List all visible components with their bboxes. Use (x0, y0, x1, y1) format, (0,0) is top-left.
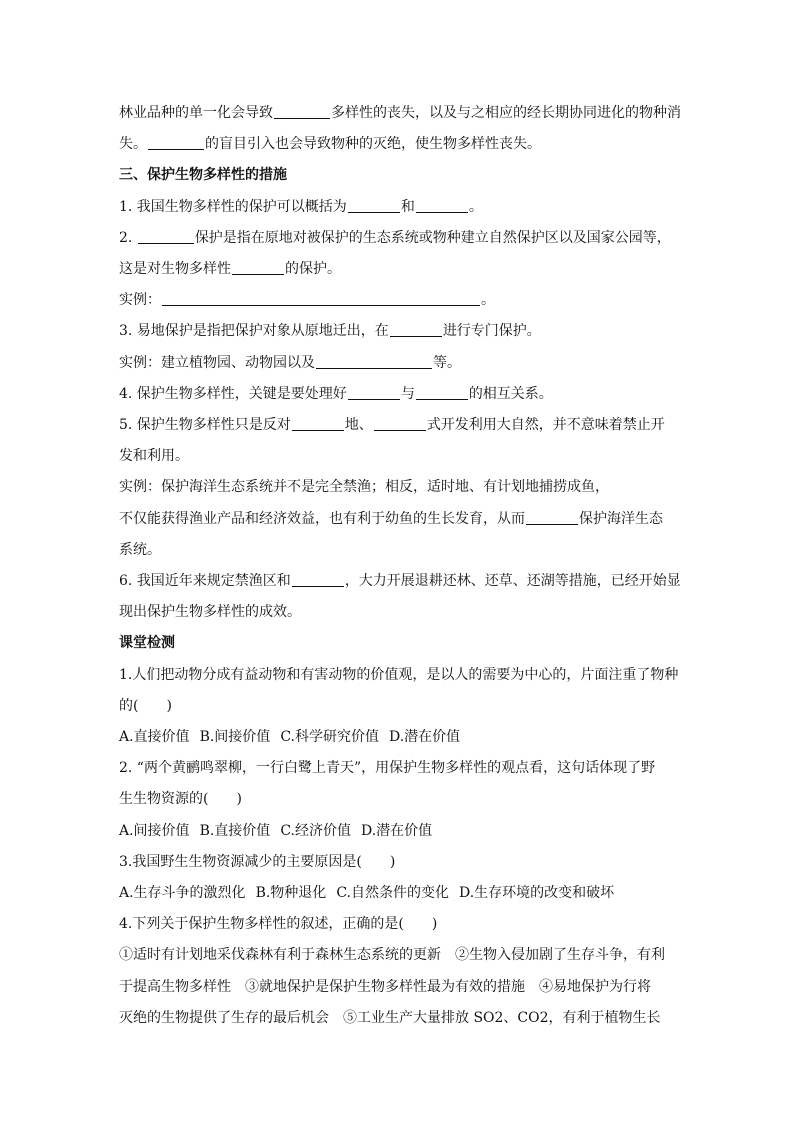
fill-blank[interactable] (348, 198, 400, 213)
text-segment: ，大力开展退耕还林、还草、还湖等措施，已经开始显 (344, 573, 681, 590)
question-stem: 2. “两个黄鹂鸣翠柳，一行白鹭上青天”，用保护生物多样性的观点看，这句话体现了野 (119, 760, 656, 777)
statement: 灭绝的生物提供了生存的最后机会 (119, 1009, 329, 1026)
text-line (119, 504, 675, 535)
example-line (119, 472, 675, 503)
fill-blank[interactable] (292, 572, 344, 587)
section-title: 三、保护生物多样性的措施 (119, 167, 287, 184)
fill-blank[interactable] (292, 416, 344, 431)
example-line (119, 348, 675, 379)
question-stem: 3.我国野生生物资源减少的主要原因是( ) (119, 853, 396, 870)
text-line (119, 535, 675, 566)
test-question (119, 753, 675, 784)
text-line (119, 129, 675, 160)
question-stem: 的( ) (119, 697, 172, 714)
text-segment: 保护海洋生态 (579, 510, 663, 527)
statement: ④易地保护为行将 (539, 978, 651, 995)
fill-blank[interactable] (374, 416, 426, 431)
text-segment: 系统。 (119, 541, 161, 558)
option-b[interactable]: B.间接价值 (199, 729, 271, 746)
fill-blank[interactable] (148, 135, 204, 150)
statement: 于提高生物多样性 (119, 978, 231, 995)
section-heading (119, 628, 675, 659)
option-c[interactable]: C.经济价值 (280, 822, 351, 839)
option-a[interactable]: A.直接价值 (119, 729, 190, 746)
text-segment: 。 (468, 198, 483, 215)
text-segment: 失。 (119, 136, 147, 153)
test-question (119, 909, 675, 940)
text-segment: 保护是指在原地对被保护的生态系统或物种建立自然保护区以及国家公园等， (194, 229, 671, 246)
text-segment: 地、 (344, 417, 373, 434)
text-segment: 发和利用。 (119, 448, 189, 465)
document-body (119, 98, 681, 1034)
fill-blank[interactable] (232, 260, 284, 275)
statement-line (119, 1003, 675, 1034)
question-item (119, 223, 675, 254)
option-d[interactable]: D.生存环境的改变和破坏 (458, 885, 615, 902)
options-row (119, 816, 675, 847)
text-segment: 现出保护生物多样性的成效。 (119, 604, 301, 621)
statement-line (119, 972, 675, 1003)
option-c[interactable]: C.自然条件的变化 (336, 885, 449, 902)
fill-blank[interactable] (526, 510, 578, 525)
text-segment: 的相互关系。 (468, 385, 553, 402)
fill-blank[interactable] (390, 322, 442, 337)
option-b[interactable]: B.直接价值 (199, 822, 271, 839)
text-segment: 不仅能获得渔业产品和经济效益，也有利于幼鱼的生长发育，从而 (119, 510, 525, 527)
option-a[interactable]: A.生存斗争的激烈化 (119, 885, 246, 902)
text-segment: 实例：保护海洋生态系统并不是完全禁渔；相反，适时地、有计划地捕捞成鱼， (119, 479, 609, 496)
text-segment: 的保护。 (285, 261, 341, 278)
options-row (119, 722, 675, 753)
text-segment: 进行专门保护。 (442, 323, 541, 340)
option-b[interactable]: B.物种退化 (255, 885, 327, 902)
text-line (119, 254, 675, 285)
text-segment: 。 (481, 292, 495, 309)
question-item (119, 316, 675, 347)
fill-blank[interactable] (348, 385, 400, 400)
question-stem: 4.下列关于保护生物多样性的叙述，正确的是( ) (119, 916, 438, 933)
option-c[interactable]: C.科学研究价值 (280, 729, 379, 746)
text-segment: 式开发利用大自然，并不意味着禁止开 (426, 417, 665, 434)
fill-blank[interactable] (416, 198, 468, 213)
text-segment: 1. 我国生物多样性的保护可以概括为 (119, 198, 347, 215)
text-segment: 与 (400, 385, 415, 402)
text-segment: 多样性的丧失，以及与之相应的经长期协同进化的物种消 (331, 105, 681, 121)
statement: ③就地保护是保护生物多样性最为有效的措施 (245, 978, 525, 995)
text-segment: 这是对生物多样性 (119, 261, 231, 278)
text-line (119, 441, 675, 472)
text-segment: 的盲目引入也会导致物种的灭绝，使生物多样性丧失。 (205, 136, 541, 153)
question-item (119, 379, 675, 410)
statement-line (119, 940, 675, 971)
statement: ②生物入侵加剧了生存斗争，有利 (455, 947, 665, 964)
options-row (119, 878, 675, 909)
statement: ⑤工业生产大量排放 SO2、CO2，有利于植物生长 (343, 1009, 661, 1026)
text-segment: 等。 (433, 354, 461, 371)
option-a[interactable]: A.间接价值 (119, 822, 190, 839)
question-item (119, 192, 675, 223)
text-line (119, 784, 675, 815)
text-line (119, 597, 675, 628)
text-segment: 6. 我国近年来规定禁渔区和 (119, 573, 291, 590)
section-heading (119, 160, 675, 191)
text-line (119, 691, 675, 722)
fill-blank[interactable] (162, 291, 480, 306)
text-segment: 4. 保护生物多样性，关键是要处理好 (119, 385, 347, 402)
text-segment: 和 (400, 198, 415, 215)
section-title: 课堂检测 (119, 635, 175, 652)
fill-blank[interactable] (316, 354, 432, 369)
example-line (119, 285, 675, 316)
test-question (119, 660, 679, 691)
option-d[interactable]: D.潜在价值 (360, 822, 433, 839)
question-stem: 1.人们把动物分成有益动物和有害动物的价值观，是以人的需要为中心的，片面注重了物种 (119, 666, 679, 683)
statement: ①适时有计划地采伐森林有利于森林生态系统的更新 (119, 947, 441, 964)
text-segment: 实例：建立植物园、动物园以及 (119, 354, 315, 371)
text-segment: 3. 易地保护是指把保护对象从原地迁出，在 (119, 323, 389, 340)
option-d[interactable]: D.潜在价值 (388, 729, 461, 746)
fill-blank[interactable] (274, 104, 330, 119)
text-segment: 2. (119, 229, 137, 246)
test-question (119, 847, 675, 878)
question-stem: 生生物资源的( ) (119, 791, 242, 808)
fill-blank[interactable] (138, 229, 194, 244)
text-line (119, 98, 681, 129)
question-item (119, 410, 675, 441)
example-label: 实例： (119, 292, 161, 309)
text-segment: 5. 保护生物多样性只是反对 (119, 417, 291, 434)
fill-blank[interactable] (416, 385, 468, 400)
question-item (119, 566, 681, 597)
text-segment: 林业品种的单一化会导致 (119, 105, 273, 121)
